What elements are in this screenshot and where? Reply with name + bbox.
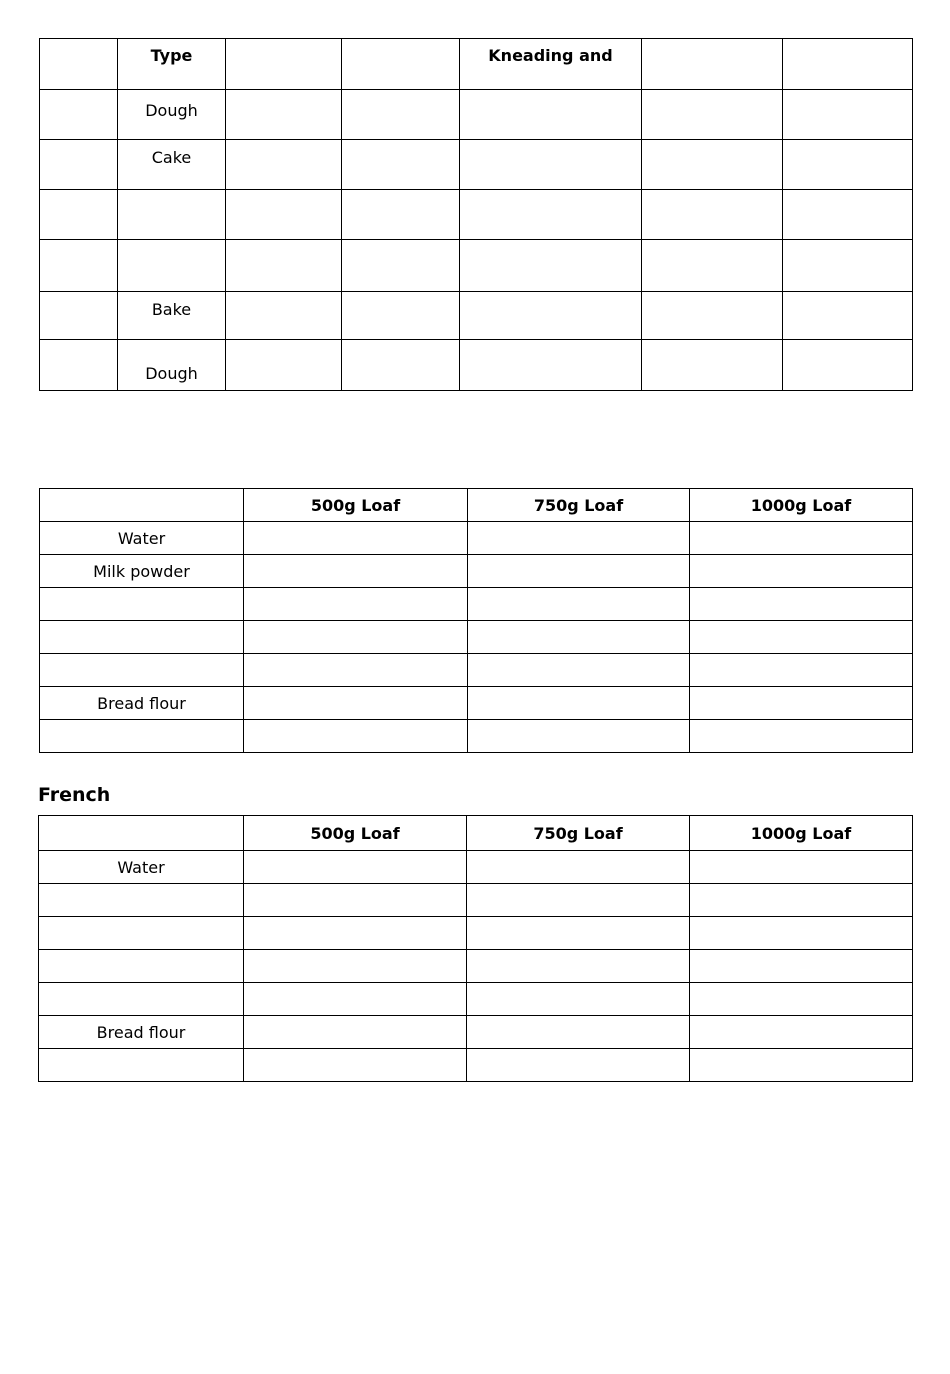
table-cell [40,240,118,292]
table-cell [642,292,783,340]
table-cell [690,720,913,753]
table-cell [226,292,342,340]
header-cell [226,39,342,90]
table-cell [244,1049,467,1082]
table-cell [226,340,342,391]
table-row [40,190,913,240]
table-row [40,340,913,391]
table-cell [690,555,913,588]
table-cell [783,292,913,340]
table-cell [642,90,783,140]
header-cell [40,39,118,90]
table-cell [690,1016,913,1049]
ingredient-cell: Milk powder [40,555,244,588]
table-cell [468,720,690,753]
table-cell [783,340,913,391]
table-row [40,240,913,292]
table-cell [244,851,467,884]
table-cell [342,190,460,240]
table-cell [690,884,913,917]
header-cell-type: Type [118,39,226,90]
table-cell [244,1016,467,1049]
table-cell [468,621,690,654]
table-cell [467,1049,690,1082]
table-cell [342,240,460,292]
table-row [40,522,913,555]
table-cell [467,884,690,917]
header-cell-1000g: 1000g Loaf [690,816,913,851]
ingredient-cell [39,983,244,1016]
header-cell-kneading: Kneading and [460,39,642,90]
ingredient-cell [40,720,244,753]
table-cell [468,654,690,687]
table-cell [244,950,467,983]
table-cell [690,687,913,720]
table-cell [226,90,342,140]
table-cell [467,950,690,983]
table-cell [244,720,468,753]
table-cell-type: Dough [118,340,226,391]
table-row [40,555,913,588]
table-cell [226,140,342,190]
table-cell [460,140,642,190]
table-cell [460,340,642,391]
header-cell [39,816,244,851]
table-cell [40,190,118,240]
table-cell [467,1016,690,1049]
header-cell-750g: 750g Loaf [467,816,690,851]
ingredient-cell [39,950,244,983]
ingredient-cell [39,884,244,917]
table-cell-type [118,190,226,240]
table-cell [690,950,913,983]
ingredient-cell: Bread flour [39,1016,244,1049]
table-cell-type: Dough [118,90,226,140]
table-cell [690,588,913,621]
table-cell [467,851,690,884]
table-cell [783,140,913,190]
table-row [40,621,913,654]
table-cell-type: Bake [118,292,226,340]
table-cell-type [118,240,226,292]
table-cell [783,90,913,140]
table-header-row [39,816,913,851]
table-cell [460,292,642,340]
table-cell [460,240,642,292]
recipe-table [39,488,913,753]
table-cell [342,292,460,340]
ingredient-cell: Water [40,522,244,555]
table-cell [226,190,342,240]
table-row [40,720,913,753]
table-cell [468,522,690,555]
table-cell [244,884,467,917]
table-cell-type: Cake [118,140,226,190]
table-cell [642,190,783,240]
table-cell [244,555,468,588]
table-cell [244,522,468,555]
table-cell [467,917,690,950]
header-cell [783,39,913,90]
table-cell [40,90,118,140]
table-cell [342,340,460,391]
table-row [39,851,913,884]
header-cell [40,489,244,522]
table-cell [244,588,468,621]
table-cell [467,983,690,1016]
table-cell [40,292,118,340]
table-row [39,983,913,1016]
table-cell [342,140,460,190]
table-cell [40,340,118,391]
table-cell [226,240,342,292]
ingredient-cell [40,654,244,687]
ingredient-cell [40,621,244,654]
program-table [39,38,913,391]
ingredient-cell: Water [39,851,244,884]
table-cell [342,90,460,140]
table-cell [690,851,913,884]
table-row [40,90,913,140]
ingredient-cell: Bread flour [40,687,244,720]
table-cell [783,240,913,292]
table-cell [690,983,913,1016]
ingredient-cell [39,917,244,950]
table-row [39,917,913,950]
header-cell [342,39,460,90]
table-row [40,654,913,687]
header-cell [642,39,783,90]
table-row [40,687,913,720]
table-cell [468,687,690,720]
table-cell [642,240,783,292]
table-cell [244,687,468,720]
table-cell [642,340,783,391]
table-cell [460,190,642,240]
header-cell-1000g: 1000g Loaf [690,489,913,522]
header-cell-750g: 750g Loaf [468,489,690,522]
table-cell [690,621,913,654]
table-cell [244,917,467,950]
table-cell [690,1049,913,1082]
table-row [40,588,913,621]
table-row [39,1049,913,1082]
table-row [39,884,913,917]
section-heading-french: French [38,784,111,806]
header-cell-500g: 500g Loaf [244,816,467,851]
table-row [40,140,913,190]
table-header-row [40,39,913,90]
table-cell [690,654,913,687]
table-cell [244,621,468,654]
table-row [39,950,913,983]
recipe-table-french [38,815,913,1082]
table-cell [244,654,468,687]
table-cell [642,140,783,190]
table-header-row [40,489,913,522]
header-cell-500g: 500g Loaf [244,489,468,522]
table-cell [690,522,913,555]
table-cell [783,190,913,240]
table-cell [468,588,690,621]
table-cell [40,140,118,190]
table-cell [244,983,467,1016]
table-cell [468,555,690,588]
ingredient-cell [39,1049,244,1082]
table-cell [460,90,642,140]
ingredient-cell [40,588,244,621]
table-cell [690,917,913,950]
table-row [40,292,913,340]
table-row [39,1016,913,1049]
